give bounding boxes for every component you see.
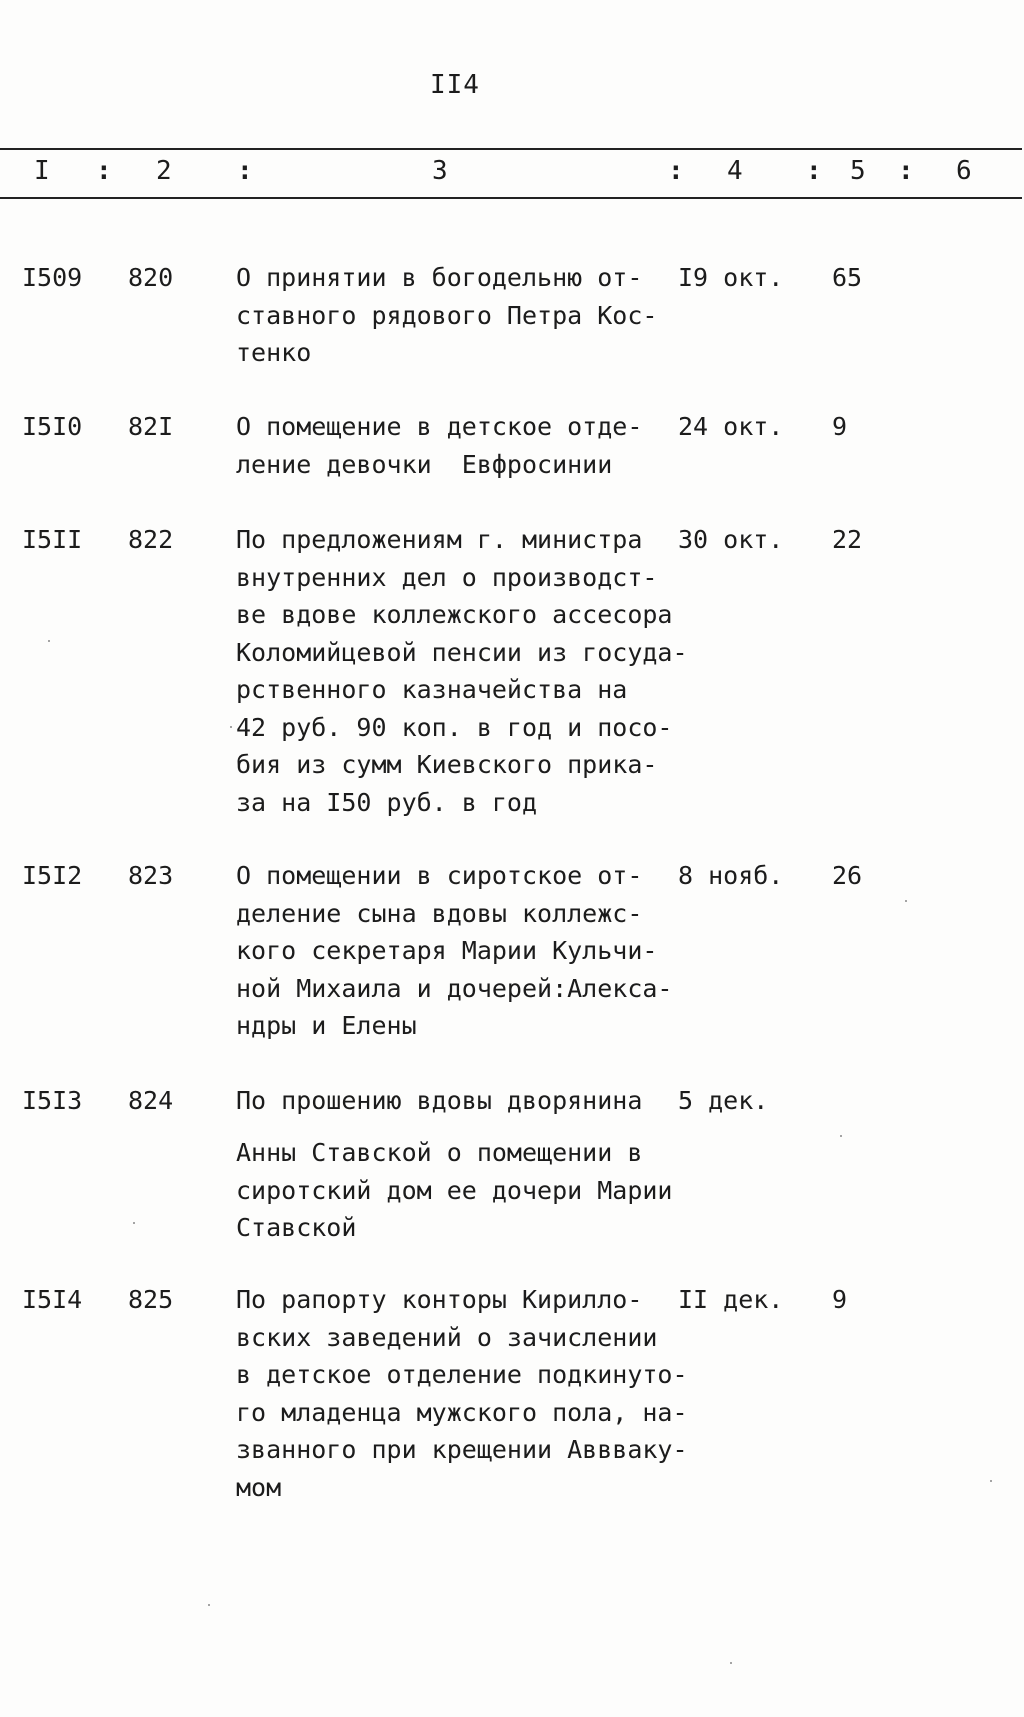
case-description: По прошению вдовы дворянина: [236, 1086, 643, 1115]
case-number: 822: [128, 525, 174, 554]
column-separator: :: [806, 156, 822, 186]
case-number: 823: [128, 861, 174, 890]
case-description: О принятии в богодельню от- ставного рядового Петра Кос- тенко: [236, 263, 658, 367]
sheet-count: 65: [832, 263, 863, 292]
sheet-count: 9: [832, 1285, 848, 1314]
column-separator: :: [96, 156, 112, 186]
row-number: I509: [22, 263, 83, 292]
case-description-continued: Анны Ставской о помещении в сиротский дом ее дочери Марии Ставской: [236, 1138, 673, 1242]
row-number: I5I0: [22, 412, 83, 441]
row-number: I5I3: [22, 1086, 83, 1115]
scan-speck: [230, 726, 232, 728]
sheet-count: 22: [832, 525, 863, 554]
scan-speck: [840, 1135, 842, 1137]
header-top-rule: [0, 148, 1022, 150]
scan-speck: [990, 1480, 992, 1482]
row-number: I5II: [22, 525, 83, 554]
case-date: 24 окт.: [678, 412, 784, 441]
column-separator: :: [668, 156, 684, 186]
case-date: 5 дек.: [678, 1086, 769, 1115]
scan-speck: [730, 1662, 732, 1664]
case-description: По предложениям г. министра внутренних дел о производст- ве вдове коллежского ассесора Коломийцевой пенсии из госуда- рственного казначейства на 42 руб. 90 коп. в год и посо- бия из сумм Киевского прика- за на I50 руб. в год: [236, 525, 688, 817]
column-header-5: 5: [850, 156, 866, 186]
case-number: 824: [128, 1086, 174, 1115]
case-date: 30 окт.: [678, 525, 784, 554]
case-number: 820: [128, 263, 174, 292]
column-header-1: I: [34, 156, 50, 186]
sheet-count: 26: [832, 861, 863, 890]
case-description: О помещении в сиротское от- деление сына вдовы коллежс- кого секретаря Марии Кульчи- ной Михаила и дочерей:Алекса- ндры и Елены: [236, 861, 673, 1040]
case-description: По рапорту конторы Кирилло- вских заведений о зачислении в детское отделение подкинуто- го младенца мужского пола, на- званного при крещении Аввваку- мом: [236, 1285, 688, 1502]
case-number: 825: [128, 1285, 174, 1314]
case-number: 82I: [128, 412, 174, 441]
sheet-count: 9: [832, 412, 848, 441]
header-bottom-rule: [0, 197, 1022, 199]
column-header-2: 2: [156, 156, 172, 186]
column-separator: :: [237, 156, 253, 186]
row-number: I5I4: [22, 1285, 83, 1314]
row-number: I5I2: [22, 861, 83, 890]
scan-speck: [133, 1222, 135, 1224]
page-number: II4: [430, 70, 480, 100]
scan-speck: [208, 1604, 210, 1606]
case-description: О помещение в детское отде- ление девочки Евфросинии: [236, 412, 643, 479]
column-header-6: 6: [956, 156, 972, 186]
scan-speck: [48, 640, 50, 642]
case-date: II дек.: [678, 1285, 784, 1314]
case-date: I9 окт.: [678, 263, 784, 292]
column-header-4: 4: [727, 156, 743, 186]
scan-speck: [905, 900, 907, 902]
case-date: 8 нояб.: [678, 861, 784, 890]
column-separator: :: [898, 156, 914, 186]
column-header-3: 3: [432, 156, 448, 186]
